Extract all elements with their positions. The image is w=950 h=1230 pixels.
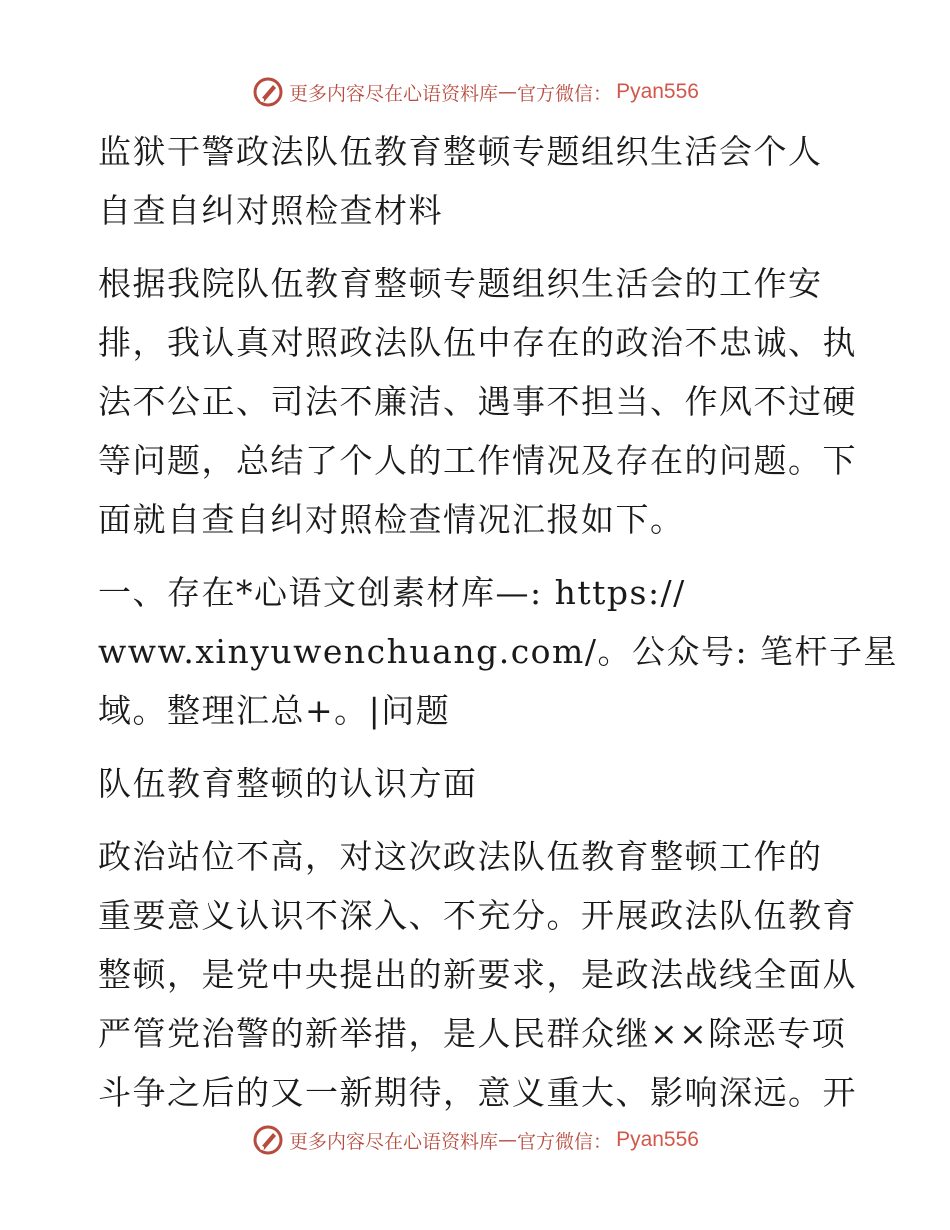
body-line-1: 政治站位不高，对这次政法队伍教育整顿工作的 — [98, 837, 823, 876]
watermark-separator: — — [498, 1129, 518, 1151]
body-line-4: 严管党治警的新举措，是人民群众继××除恶专项 — [98, 1014, 847, 1053]
intro-line-4: 等问题，总结了个人的工作情况及存在的问题。下 — [98, 441, 857, 480]
watermark-wechat-label: 官方微信： — [517, 82, 613, 105]
pen-logo-icon — [251, 1123, 285, 1157]
title-line-1: 监狱干警政法队伍教育整顿专题组织生活会个人 — [98, 132, 823, 171]
document-body — [98, 122, 899, 1122]
body-line-2: 重要意义认识不深入、不充分。开展政法队伍教育 — [98, 896, 857, 935]
watermark-text: 更多内容尽在心语资料库 — [289, 1130, 499, 1153]
watermark-wechat-label: 官方微信： — [517, 1130, 613, 1153]
watermark-separator: — — [498, 81, 518, 103]
section1-line-1: 一、存在*心语文创素材库—: https:// — [98, 573, 686, 612]
watermark-banner-top — [0, 72, 950, 112]
title-line-2: 自查自纠对照检查材料 — [98, 191, 443, 230]
intro-line-1: 根据我院队伍教育整顿专题组织生活会的工作安 — [98, 264, 823, 303]
watermark-wechat-id: Pyan556 — [616, 1128, 699, 1151]
watermark-wechat-id: Pyan556 — [616, 80, 699, 103]
subheading: 队伍教育整顿的认识方面 — [98, 764, 478, 803]
watermark-banner-bottom — [0, 1120, 950, 1160]
watermark-text: 更多内容尽在心语资料库 — [289, 82, 499, 105]
section1-line-2: www.xinyuwenchuang.com/。公众号: 笔杆子星 — [98, 632, 899, 671]
body-line-5: 斗争之后的又一新期待，意义重大、影响深远。开 — [98, 1073, 857, 1112]
intro-line-2: 排，我认真对照政法队伍中存在的政治不忠诚、执 — [98, 323, 857, 362]
pen-logo-icon — [251, 75, 285, 109]
intro-line-3: 法不公正、司法不廉洁、遇事不担当、作风不过硬 — [98, 382, 857, 421]
body-line-3: 整顿，是党中央提出的新要求，是政法战线全面从 — [98, 955, 857, 994]
intro-line-5: 面就自查自纠对照检查情况汇报如下。 — [98, 500, 685, 539]
section1-line-3: 域。整理汇总+。|问题 — [98, 691, 451, 730]
